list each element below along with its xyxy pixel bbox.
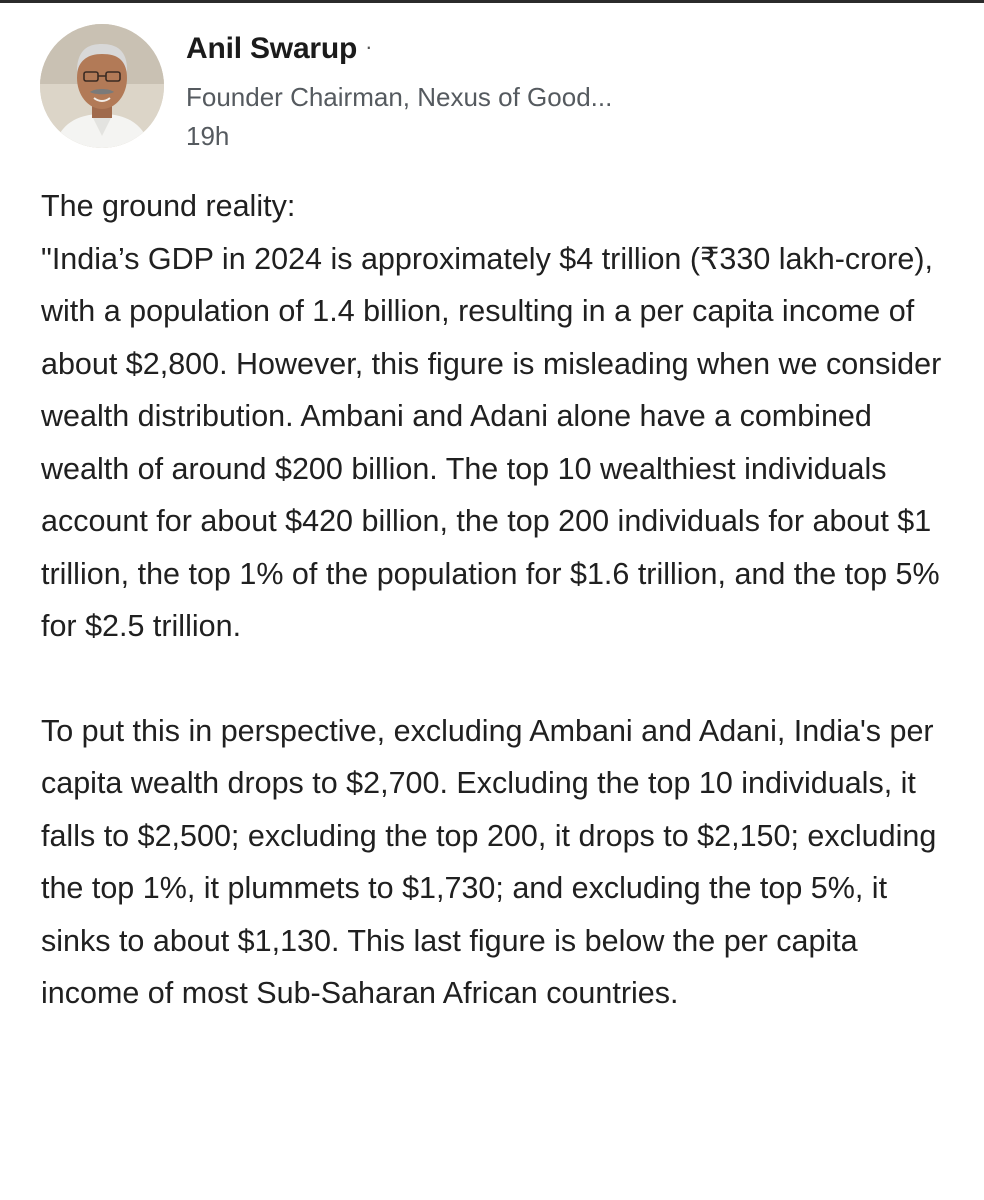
post-header xyxy=(40,24,940,154)
avatar[interactable] xyxy=(40,24,164,148)
author-headline: Founder Chairman, Nexus of Good... xyxy=(186,82,613,112)
name-separator: · xyxy=(365,34,373,59)
author-line xyxy=(186,32,372,66)
author-name[interactable]: Anil Swarup xyxy=(186,32,358,65)
avatar-photo-icon xyxy=(40,24,164,148)
post-paragraph-1: The ground reality: "India’s GDP in 2024 is approximately $4 trillion (₹330 lakh-crore), with a population of 1.4 billion, resulting in a per capita income of about $2,800. However, this figure is misleading when we consider wealth distribution. Ambani and Adani alone have a combined wealth of around $200 billion. The top 10 wealthiest individuals account for about $420 billion, the top 200 individuals for about $1 trillion, the top 1% of the population for $1.6 trillion, and the top 5% for $2.5 trillion. xyxy=(41,189,942,643)
post-paragraph-2: To put this in perspective, excluding Ambani and Adani, India's per capita wealth drops to $2,700. Excluding the top 10 individuals, it falls to $2,500; excluding the top 200, it drops to $2,150; excluding the top 1%, it plummets to $1,730; and excluding the top 5%, it sinks to about $1,130. This last figure is below the per capita income of most Sub-Saharan African countries. xyxy=(41,713,937,1010)
post-timestamp: 19h xyxy=(186,121,230,151)
post-body xyxy=(41,180,946,1020)
